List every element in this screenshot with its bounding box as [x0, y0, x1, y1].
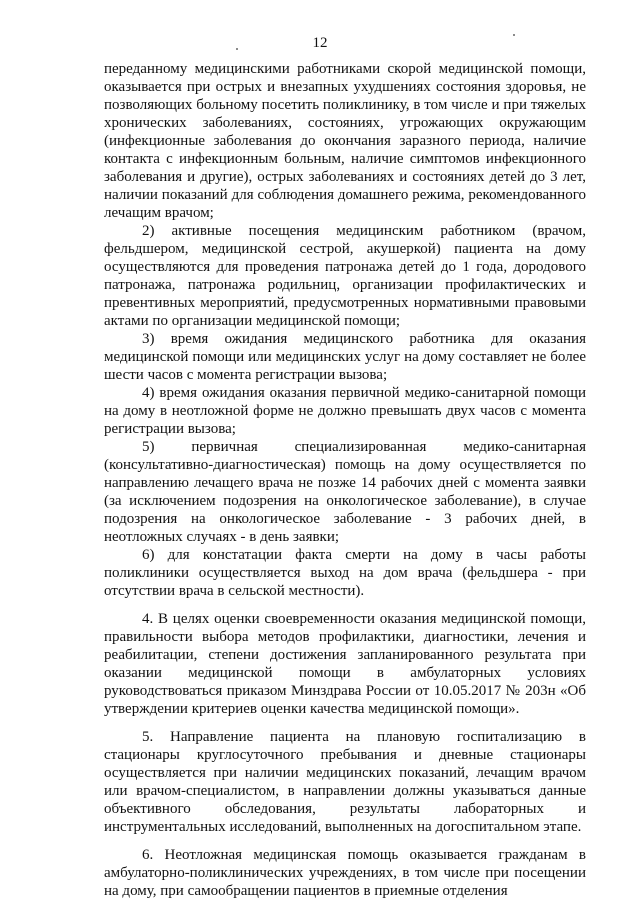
scan-speck — [513, 34, 515, 36]
paragraph-item-5: 5) первичная специализированная медико-санитарная (консультативно-диагностическая) помощь на дому осуществляется по направлению лечащего врача не позже 14 рабочих дней с момента заявки (за исключением подозрения на онкологическое заболевание), в случае подозрения на онкологическое заболевание - 3 рабочих дней, в неотложных случаях - в день заявки; — [104, 439, 586, 545]
paragraph-item-4: 4) время ожидания оказания первичной медико-санитарной помощи на дому в неотложной форме не должно превышать двух часов с момента регистрации вызова; — [104, 385, 586, 437]
page-number: 12 — [312, 35, 328, 51]
paragraph-item-3: 3) время ожидания медицинского работника для оказания медицинской помощи или медицинских услуг на дому составляет не более шести часов с момента регистрации вызова; — [104, 331, 586, 383]
scan-speck — [236, 48, 238, 50]
paragraph-item-6: 6) для констатации факта смерти на дому в часы работы поликлиники осуществляется выход на дом врача (фельдшера - при отсутствии врача в сельской местности). — [104, 547, 586, 599]
paragraph-section-5: 5. Направление пациента на плановую госпитализацию в стационары круглосуточного пребывания и дневные стационары осуществляется при наличии медицинских показаний, лечащим врачом или врачом-специалистом, в направлении должны указываться данные объективного обследования, результаты лабораторных и инструментальных исследований, выполненных на догоспитальном этапе. — [104, 729, 586, 835]
paragraph-section-6: 6. Неотложная медицинская помощь оказывается гражданам в амбулаторно-поликлинических учреждениях, в том числе при посещении на дому, при самообращении пациентов в приемные отделения — [104, 847, 586, 899]
paragraph-item-2: 2) активные посещения медицинским работником (врачом, фельдшером, медицинской сестрой, акушеркой) пациента на дому осуществляются для проведения патронажа детей до 1 года, дородового патронажа, патронажа родильниц, организации профилактических и превентивных мероприятий, предусмотренных нормативными правовыми актами по организации медицинской помощи; — [104, 223, 586, 329]
paragraph-section-4: 4. В целях оценки своевременности оказания медицинской помощи, правильности выбора методов профилактики, диагностики, лечения и реабилитации, степени достижения запланированного результата при оказании медицинской помощи в амбулаторных условиях руководствоваться приказом Минздрава России от 10.05.2017 № 203н «Об утверждении критериев оценки качества медицинской помощи». — [104, 611, 586, 717]
document-body — [104, 60, 586, 900]
paragraph-continuation: переданному медицинскими работниками скорой медицинской помощи, оказывается при острых и внезапных ухудшениях состояния здоровья, не позволяющих больному посетить поликлинику, в том числе и при тяжелых хронических заболеваниях, состояниях, угрожающих окружающим (инфекционные заболевания до окончания заразного периода, наличие контакта с инфекционным больным, наличие симптомов инфекционного заболевания и другие), острых заболеваниях и состояниях детей до 3 лет, наличии показаний для соблюдения домашнего режима, рекомендованного лечащим врачом; — [104, 61, 586, 221]
